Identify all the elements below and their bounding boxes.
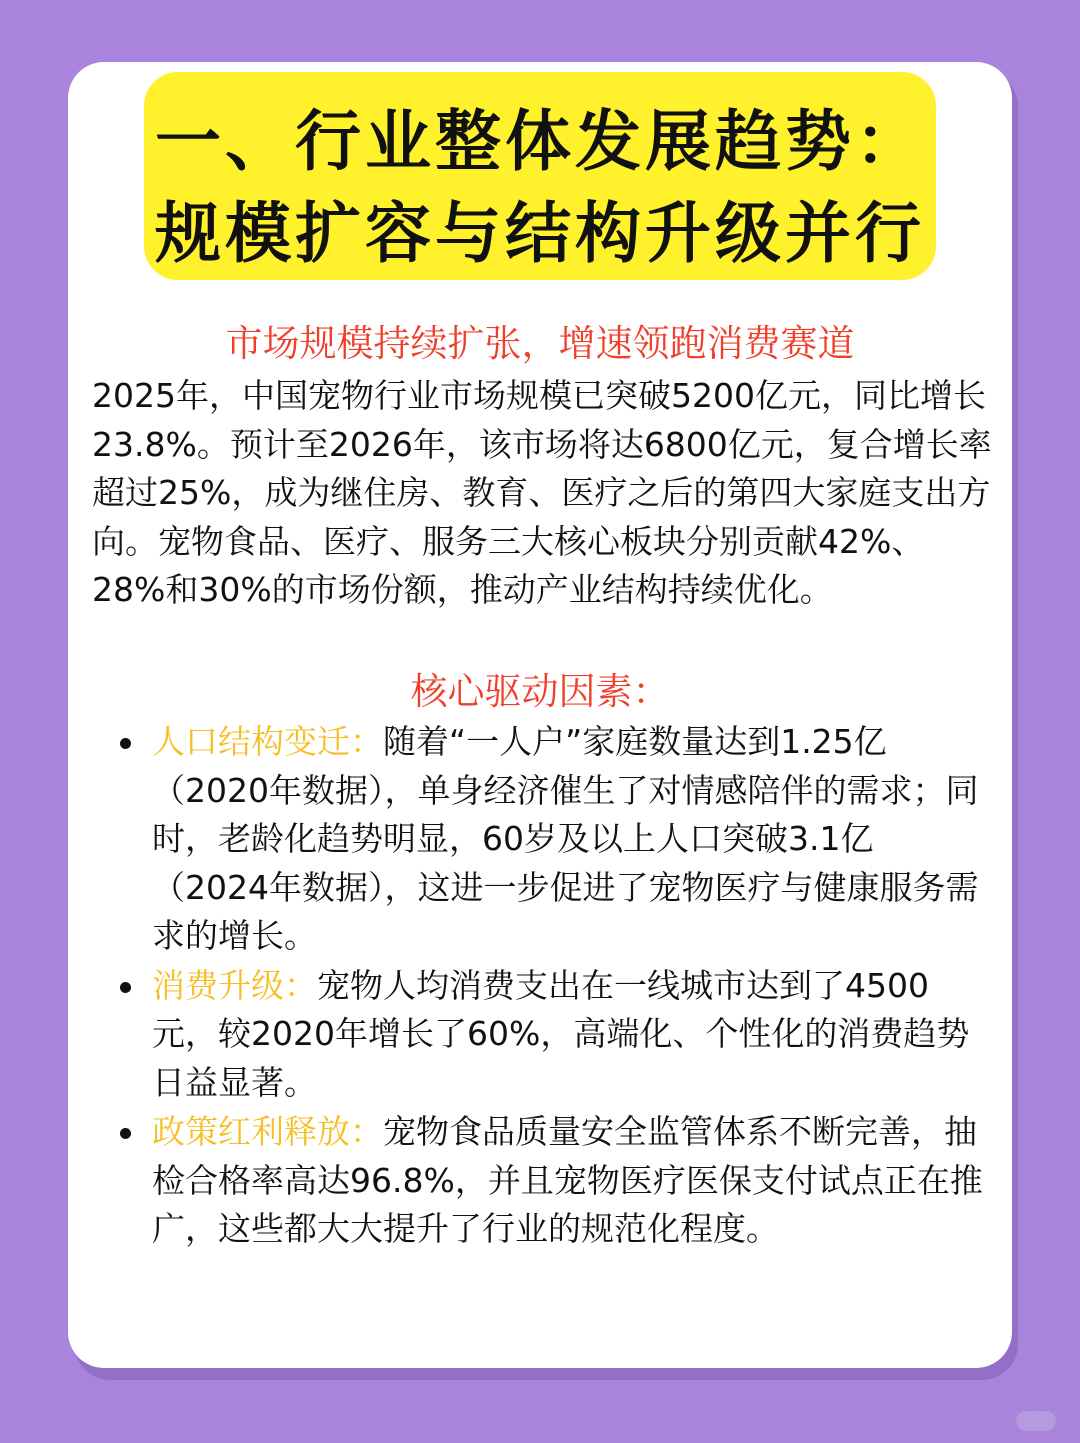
list-item [120, 962, 988, 1108]
bullet-label: 人口结构变迁： [152, 722, 383, 761]
title-line-2: 规模扩容与结构升级并行 [155, 195, 925, 272]
title-line-1: 一、行业整体发展趋势： [155, 103, 925, 180]
bullet-icon [120, 1128, 131, 1139]
bullet-label: 消费升级： [152, 965, 317, 1005]
list-item [120, 718, 988, 961]
title-highlight-box [144, 72, 936, 280]
section-heading-drivers: 核心驱动因素： [410, 670, 670, 713]
bullet-text: 宠物食品质量安全监管体系不断完善，抽检合格率高达96.8%，并且宠物医疗医保支付试点正在推广，这些都大大提升了行业的规范化程度。 [152, 1112, 983, 1248]
bullet-icon [120, 738, 131, 749]
bullet-label: 政策红利释放： [152, 1112, 383, 1151]
bullet-text: 随着“一人户”家庭数量达到1.25亿（2020年数据），单身经济催生了对情感陪伴的需求；同时，老龄化趋势明显，60岁及以上人口突破3.1亿（2024年数据），这进一步促进了宠物医疗与健康服务需求的增长。 [152, 722, 979, 955]
list-item [120, 1108, 988, 1254]
drivers-list [120, 718, 988, 1255]
section-heading-market: 市场规模持续扩张，增速领跑消费赛道 [225, 322, 855, 365]
market-paragraph: 2025年，中国宠物行业市场规模已突破5200亿元，同比增长23.8%。预计至2026年，该市场将达6800亿元，复合增长率超过25%，成为继住房、教育、医疗之后的第四大家庭支出方向。宠物食品、医疗、服务三大核心板块分别贡献42%、28%和30%的市场份额，推动产业结构持续优化。 [92, 376, 992, 609]
bullet-icon [120, 982, 131, 993]
bullet-text: 宠物人均消费支出在一线城市达到了4500元，较2020年增长了60%，高端化、个性化的消费趋势日益显著。 [152, 965, 970, 1102]
watermark-logo [1016, 1411, 1056, 1431]
